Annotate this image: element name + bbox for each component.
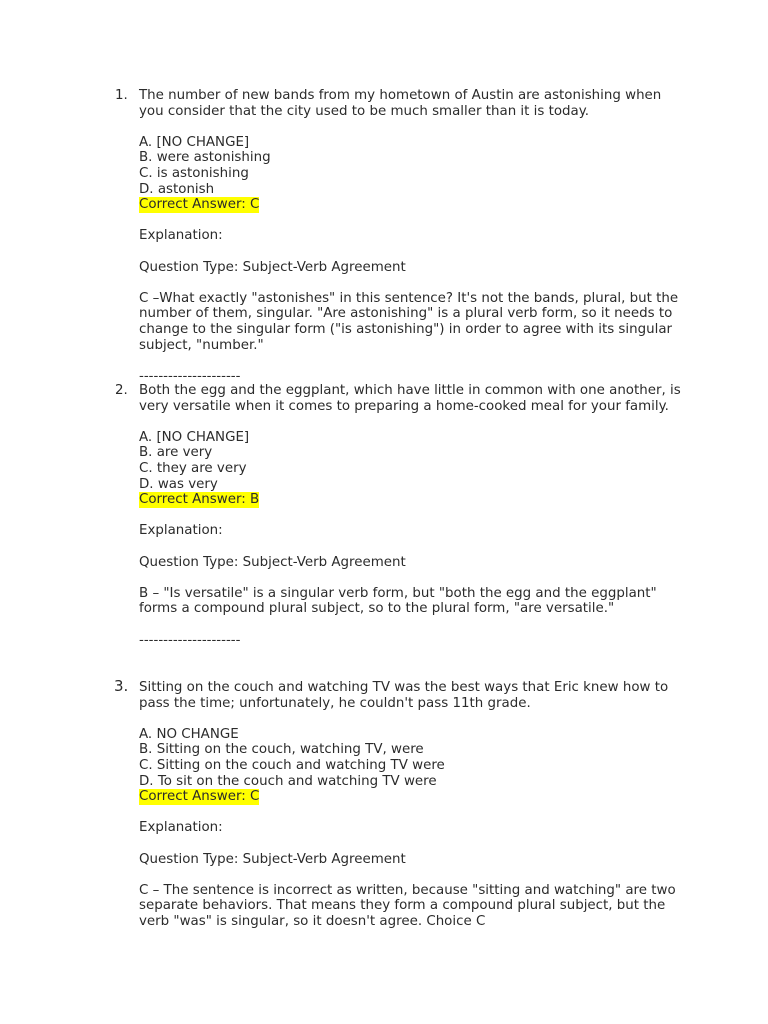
choice-d: D. was very: [139, 476, 218, 492]
choice-d: D. To sit on the couch and watching TV were: [139, 773, 437, 789]
question-type: Question Type: Subject-Verb Agreement: [139, 554, 406, 570]
question-number: 2.: [115, 383, 128, 398]
separator-line: ---------------------: [139, 368, 241, 384]
question-number: 3.: [114, 677, 129, 695]
spacer: [139, 275, 684, 291]
answer-choices: [139, 430, 684, 492]
answer-choices: [139, 727, 684, 789]
explanation-label: Explanation:: [139, 228, 223, 244]
spacer: [139, 805, 684, 821]
explanation-label: Explanation:: [139, 820, 223, 836]
choice-c: C. is astonishing: [139, 165, 249, 181]
spacer: [139, 508, 684, 524]
choice-c: C. Sitting on the couch and watching TV were: [139, 757, 445, 773]
question-number: 1.: [115, 88, 128, 103]
correct-answer-highlight: Correct Answer: C: [139, 789, 260, 805]
spacer: [139, 570, 684, 586]
explanation-label: Explanation:: [139, 523, 223, 539]
choice-a: A. [NO CHANGE]: [139, 429, 250, 445]
choice-a: A. NO CHANGE: [139, 726, 239, 742]
question-2: [115, 383, 684, 648]
spacer: [139, 119, 684, 135]
spacer: [139, 414, 684, 430]
correct-answer-line: [139, 789, 684, 805]
correct-answer-highlight: Correct Answer: C: [139, 197, 260, 213]
spacer: [139, 617, 684, 633]
choice-b: B. are very: [139, 445, 213, 461]
question-stem: The number of new bands from my hometown of Austin are astonishing when you consider that the city used to be much smaller than it is today.: [139, 88, 662, 119]
correct-answer-line: [139, 197, 684, 213]
correct-answer-line: [139, 492, 684, 508]
question-stem: Both the egg and the eggplant, which have little in common with one another, is very versatile when it comes to preparing a home-cooked meal for your family.: [139, 383, 681, 414]
correct-answer-highlight: Correct Answer: B: [139, 492, 260, 508]
choice-a: A. [NO CHANGE]: [139, 134, 250, 150]
question-3: [114, 677, 684, 930]
spacer: [139, 244, 684, 260]
explanation-text: B – "Is versatile" is a singular verb form, but "both the egg and the eggplant" forms a compound plural subject, so to the plural form, "are versatile.": [139, 585, 657, 617]
spacer: [139, 353, 684, 369]
choice-d: D. astonish: [139, 181, 215, 197]
explanation-text: C –What exactly "astonishes" in this sentence? It's not the bands, plural, but the number of them, singular. "Are astonishing" is a plural verb form, so it needs to change to the singular form ("is astonishing") in order to agree with its singular subject, "number.": [139, 290, 679, 353]
choice-c: C. they are very: [139, 460, 247, 476]
choice-b: B. were astonishing: [139, 150, 271, 166]
spacer: [139, 539, 684, 555]
spacer: [139, 836, 684, 852]
question-stem: Sitting on the couch and watching TV was the best ways that Eric knew how to pass the time; unfortunately, he couldn't pass 11th grade.: [139, 680, 669, 711]
spacer: [139, 867, 684, 883]
spacer: [139, 213, 684, 229]
spacer: [139, 711, 684, 727]
explanation-text: C – The sentence is incorrect as written, because "sitting and watching" are two separate behaviors. That means they form a compound plural subject, but the verb "was" is singular, so it doesn't agree. Choice C: [139, 882, 676, 929]
answer-choices: [139, 135, 684, 197]
question-type: Question Type: Subject-Verb Agreement: [139, 851, 406, 867]
question-type: Question Type: Subject-Verb Agreement: [139, 259, 406, 275]
separator-line: ---------------------: [139, 632, 241, 648]
question-1: [115, 88, 684, 384]
choice-b: B. Sitting on the couch, watching TV, were: [139, 742, 424, 758]
